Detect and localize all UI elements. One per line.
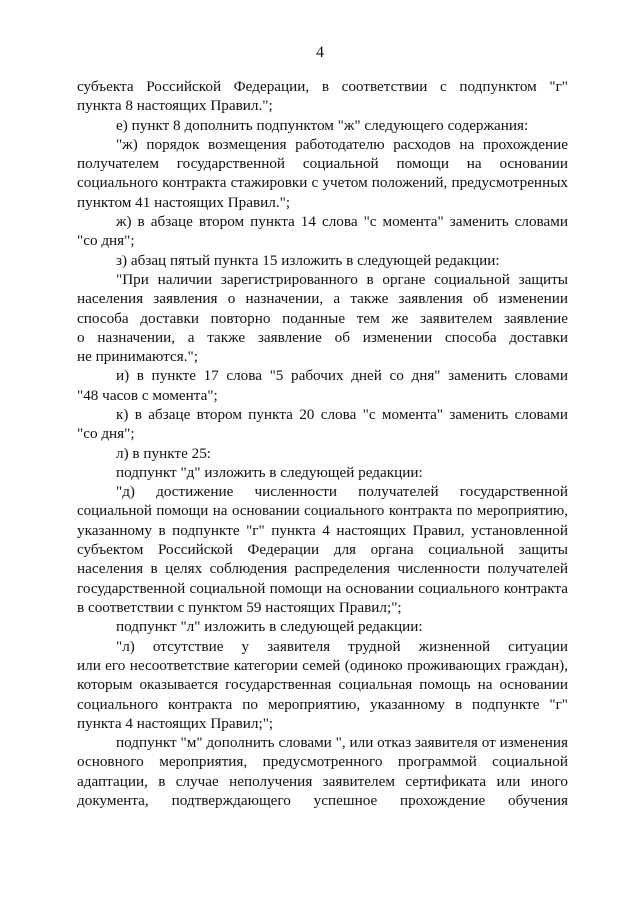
text-line: населения заявления о назначении, а также заявления об изменении (77, 290, 568, 308)
text-line: подпункт "м" дополнить словами ", или отказ заявителя от изменения (116, 734, 568, 752)
text-line: "л) отсутствие у заявителя трудной жизненной ситуации (116, 637, 568, 655)
text-line: "48 часов с момента"; (77, 386, 218, 404)
text-line: "ж) порядок возмещения работодателю расходов на прохождение (116, 135, 568, 153)
document-body (77, 77, 568, 810)
text-line: пункта 4 настоящих Правил;"; (77, 714, 274, 732)
text-line: л) в пункте 25: (116, 444, 212, 462)
text-line: субъектом Российской Федерации для органа социальной защиты (77, 541, 568, 559)
text-line: е) пункт 8 дополнить подпунктом "ж" следующего содержания: (116, 116, 529, 134)
text-line: не принимаются."; (77, 348, 198, 366)
text-line: социального контракта по мероприятию, указанному в подпункте "г" (77, 695, 568, 713)
text-line: государственной социальной помощи на основании социального контракта (77, 579, 568, 597)
text-line: получателем государственной социальной помощи на основании (77, 155, 568, 173)
text-line: и) в пункте 17 слова "5 рабочих дней со дня" заменить словами (116, 367, 568, 385)
text-line: пунктом 41 настоящих Правил."; (77, 193, 291, 211)
text-line: "При наличии зарегистрированного в органе социальной защиты (116, 270, 568, 288)
text-line: к) в абзаце втором пункта 20 слова "с момента" заменить словами (116, 406, 568, 424)
text-line: о назначении, а также заявление об изменении способа доставки (77, 328, 568, 346)
text-line: документа, подтверждающего успешное прохождение обучения (77, 791, 568, 809)
text-line: подпункт "л" изложить в следующей редакции: (116, 618, 423, 636)
text-line: адаптации, в случае неполучения заявителем сертификата или иного (77, 772, 568, 790)
text-line: "со дня"; (77, 425, 135, 443)
text-line: "со дня"; (77, 232, 135, 250)
page-number: 4 (316, 44, 324, 61)
text-line: которым оказывается государственная социальная помощь на основании (77, 676, 568, 694)
text-line: населения в целях соблюдения распределения численности получателей (77, 560, 568, 578)
text-line: способа доставки повторно поданные тем же заявителем заявление (77, 309, 568, 327)
text-line: социальной помощи на основании социального контракта по мероприятию, (77, 502, 568, 519)
text-line: подпункт "д" изложить в следующей редакции: (116, 463, 423, 481)
text-line: пункта 8 настоящих Правил."; (77, 97, 273, 115)
text-line: субъекта Российской Федерации, в соответствии с подпунктом "г" (77, 78, 568, 95)
text-line: "д) достижение численности получателей государственной (116, 483, 568, 501)
text-line: или его несоответствие категории семей (одиноко проживающих граждан), (77, 656, 568, 674)
text-line: в соответствии с пунктом 59 настоящих Правил;"; (77, 599, 402, 617)
text-line: ж) в абзаце втором пункта 14 слова "с момента" заменить словами (116, 213, 568, 231)
text-line: указанному в подпункте "г" пункта 4 настоящих Правил, установленной (77, 521, 568, 539)
text-line: основного мероприятия, предусмотренного программой социальной (77, 753, 568, 771)
text-line: з) абзац пятый пункта 15 изложить в следующей редакции: (116, 251, 500, 269)
text-line: социального контракта стажировки с учетом положений, предусмотренных (77, 174, 568, 192)
